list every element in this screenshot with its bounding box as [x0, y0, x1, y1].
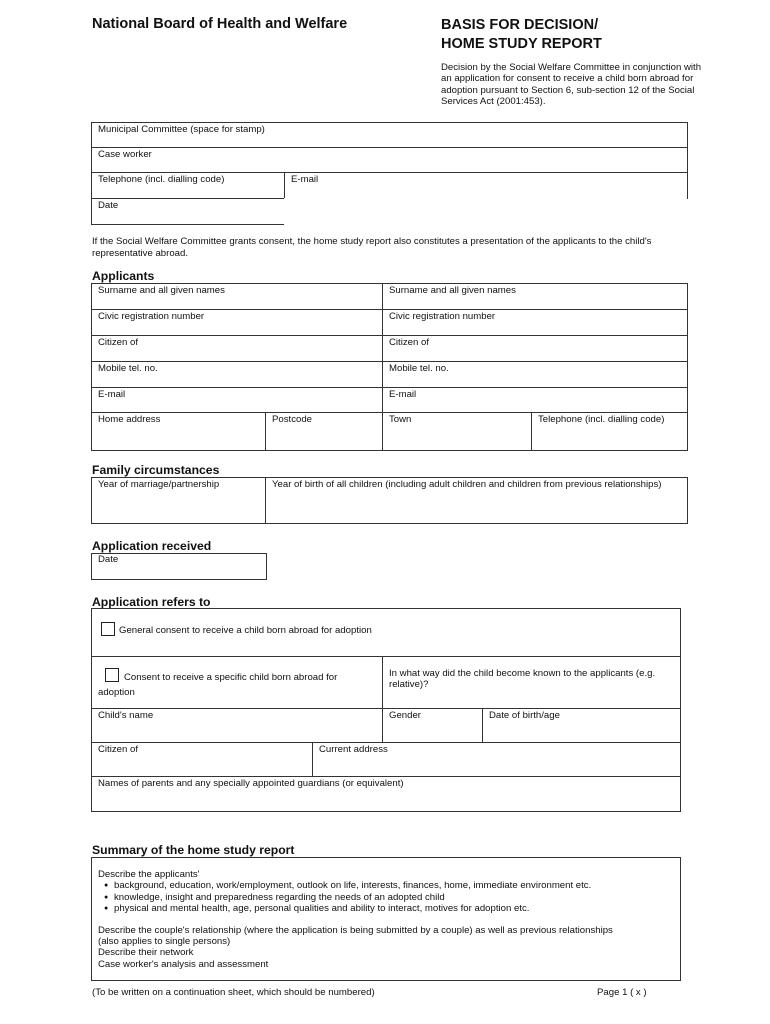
divider: [91, 776, 681, 777]
applicants-heading: Applicants: [92, 269, 155, 283]
divider: [91, 708, 681, 709]
intro-text: Decision by the Social Welfare Committee in conjunction with an application for consent to receive a child born abroad for adoption pursuant to Section 6, sub-section 12 of the Social Services Act (2001:453).: [441, 62, 702, 108]
applicant1-civic-field[interactable]: Civic registration number: [98, 311, 205, 322]
describe-applicants: Describe the applicants': [98, 869, 200, 880]
divider: [91, 309, 688, 310]
applicant1-email-field[interactable]: E-mail: [98, 389, 126, 400]
continuation-note: (To be written on a continuation sheet, which should be numbered): [92, 987, 375, 998]
single-persons-note: (also applies to single persons): [98, 936, 231, 948]
specific-consent-label-2: adoption: [98, 687, 135, 698]
applicant1-mobile-field[interactable]: Mobile tel. no.: [98, 363, 158, 374]
divider: [265, 477, 266, 524]
applicant2-civic-field[interactable]: Civic registration number: [389, 311, 496, 322]
applicant2-mobile-field[interactable]: Mobile tel. no.: [389, 363, 449, 374]
divider: [91, 172, 688, 173]
general-consent-checkbox[interactable]: [101, 622, 115, 636]
document-title: [441, 16, 602, 54]
home-address-field[interactable]: Home address: [98, 414, 161, 425]
summary-content: [98, 869, 673, 970]
divider: [312, 742, 313, 777]
divider: [91, 656, 681, 657]
applicants-telephone-field[interactable]: Telephone (incl. dialling code): [538, 414, 665, 425]
divider: [265, 412, 266, 451]
children-years-field[interactable]: Year of birth of all children (including adult children and children from previous relationships): [272, 479, 662, 490]
divider: [382, 656, 383, 743]
summary-bullet-list: [98, 880, 673, 914]
marriage-year-field[interactable]: Year of marriage/partnership: [98, 479, 220, 490]
list-item: ● knowledge, insight and preparedness regarding the needs of an adopted child: [114, 892, 673, 903]
divider: [91, 387, 688, 388]
date-row-blank: [284, 198, 688, 226]
town-field[interactable]: Town: [389, 414, 412, 425]
current-address-field[interactable]: Current address: [319, 744, 388, 755]
consent-note: If the Social Welfare Committee grants consent, the home study report also constitutes a presentation of the applicants to the child's representative abroad.: [92, 236, 652, 259]
divider: [382, 283, 383, 451]
email-field[interactable]: E-mail: [291, 174, 319, 185]
list-item: ● background, education, work/employment, outlook on life, interests, finances, home, immediate environment etc.: [114, 880, 673, 891]
divider: [91, 335, 688, 336]
general-consent-label: General consent to receive a child born abroad for adoption: [119, 625, 372, 636]
telephone-field[interactable]: Telephone (incl. dialling code): [98, 174, 225, 185]
parents-guardians-field[interactable]: Names of parents and any specially appointed guardians (or equivalent): [98, 778, 404, 789]
specific-consent-checkbox[interactable]: [105, 668, 119, 682]
family-heading: Family circumstances: [92, 463, 220, 477]
applicant2-citizen-field[interactable]: Citizen of: [389, 337, 429, 348]
postcode-field[interactable]: Postcode: [272, 414, 313, 425]
applicant1-surname-field[interactable]: Surname and all given names: [98, 285, 225, 296]
child-citizen-field[interactable]: Citizen of: [98, 744, 138, 755]
title-line-1: BASIS FOR DECISION/: [441, 17, 599, 33]
refers-heading: Application refers to: [92, 595, 211, 609]
specific-consent-label-1: Consent to receive a specific child born abroad for: [124, 672, 338, 683]
date-of-birth-field[interactable]: Date of birth/age: [489, 710, 560, 721]
title-line-2: HOME STUDY REPORT: [441, 36, 602, 52]
child-name-field[interactable]: Child's name: [98, 710, 154, 721]
describe-relationship: Describe the couple's relationship (where the application is being submitted by a couple) as well as previous relationships: [98, 924, 613, 936]
summary-heading: Summary of the home study report: [92, 843, 295, 857]
gender-field[interactable]: Gender: [389, 710, 421, 721]
received-heading: Application received: [92, 539, 212, 553]
page-number: Page 1 ( x ): [597, 987, 647, 998]
divider: [91, 361, 688, 362]
organisation-name: National Board of Health and Welfare: [92, 16, 348, 32]
describe-network: Describe their network: [98, 947, 194, 959]
divider: [91, 147, 688, 148]
divider: [91, 742, 681, 743]
case-worker-field[interactable]: Case worker: [98, 149, 152, 160]
child-known-field[interactable]: In what way did the child become known to the applicants (e.g. relative)?: [389, 668, 656, 691]
applicant1-citizen-field[interactable]: Citizen of: [98, 337, 138, 348]
divider: [687, 122, 688, 199]
divider: [482, 708, 483, 743]
case-worker-analysis: Case worker's analysis and assessment: [98, 958, 269, 970]
divider: [531, 412, 532, 451]
applicant2-email-field[interactable]: E-mail: [389, 389, 417, 400]
divider: [91, 412, 688, 413]
list-item: ● physical and mental health, age, personal qualities and ability to interact, motives for adoption etc.: [114, 903, 673, 914]
date-field[interactable]: Date: [98, 200, 119, 211]
municipal-committee-field[interactable]: Municipal Committee (space for stamp): [98, 124, 265, 135]
received-date-label: Date: [98, 554, 119, 565]
applicant2-surname-field[interactable]: Surname and all given names: [389, 285, 516, 296]
